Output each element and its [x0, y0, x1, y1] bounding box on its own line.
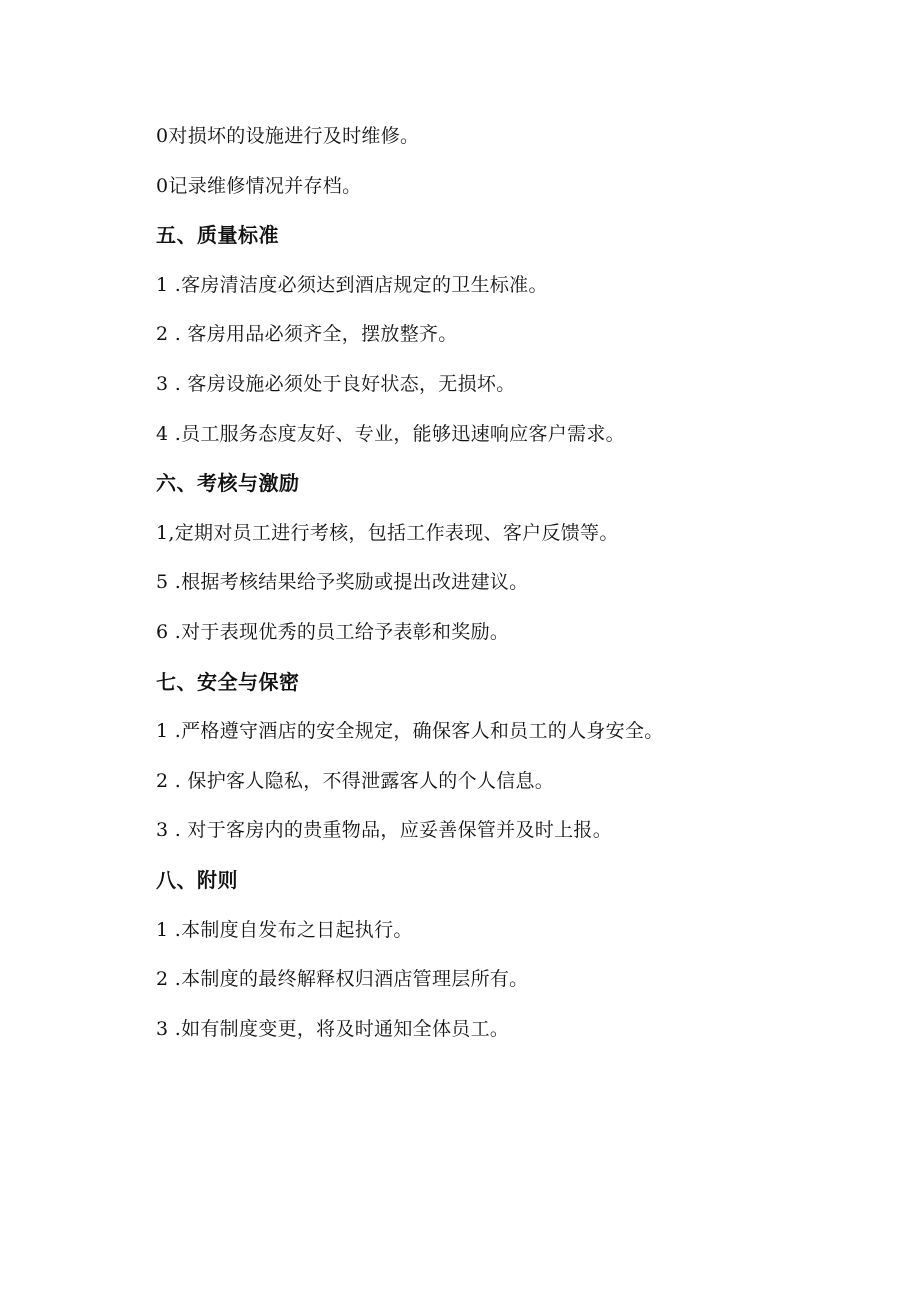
- section-heading-assessment-incentives: 六、考核与激励: [156, 471, 300, 496]
- maintenance-item-record: 0记录维修情况并存档。: [156, 174, 362, 197]
- assessment-item-regular: 1,定期对员工进行考核，包括工作表现、客户反馈等。: [156, 521, 619, 544]
- section-heading-safety-confidentiality: 七、安全与保密: [156, 669, 300, 694]
- section-heading-supplementary: 八、附则: [156, 867, 238, 892]
- maintenance-item-repair: 0对损坏的设施进行及时维修。: [156, 125, 420, 147]
- quality-item-cleanliness: 1 .客房清洁度必须达到酒店规定的卫生标准。: [156, 273, 548, 296]
- quality-item-service: 4 .员工服务态度友好、专业，能够迅速响应客户需求。: [156, 422, 625, 445]
- safety-item-privacy: 2 . 保护客人隐私，不得泄露客人的个人信息。: [156, 769, 555, 792]
- supplementary-item-changes: 3 .如有制度变更，将及时通知全体员工。: [156, 1017, 510, 1040]
- safety-item-valuables: 3 . 对于客房内的贵重物品，应妥善保管并及时上报。: [156, 819, 613, 842]
- assessment-item-rewards: 5 .根据考核结果给予奖励或提出改进建议。: [156, 571, 529, 594]
- safety-item-rules: 1 .严格遵守酒店的安全规定，确保客人和员工的人身安全。: [156, 720, 664, 743]
- document-body: [156, 112, 796, 1054]
- supplementary-item-effective: 1 .本制度自发布之日起执行。: [156, 918, 413, 941]
- section-heading-quality-standards: 五、质量标准: [156, 223, 279, 248]
- supplementary-item-interpretation: 2 .本制度的最终解释权归酒店管理层所有。: [156, 968, 529, 991]
- quality-item-supplies: 2 . 客房用品必须齐全，摆放整齐。: [156, 323, 458, 346]
- quality-item-facilities: 3 . 客房设施必须处于良好状态，无损坏。: [156, 372, 516, 395]
- assessment-item-recognition: 6 .对于表现优秀的员工给予表彰和奖励。: [156, 620, 510, 643]
